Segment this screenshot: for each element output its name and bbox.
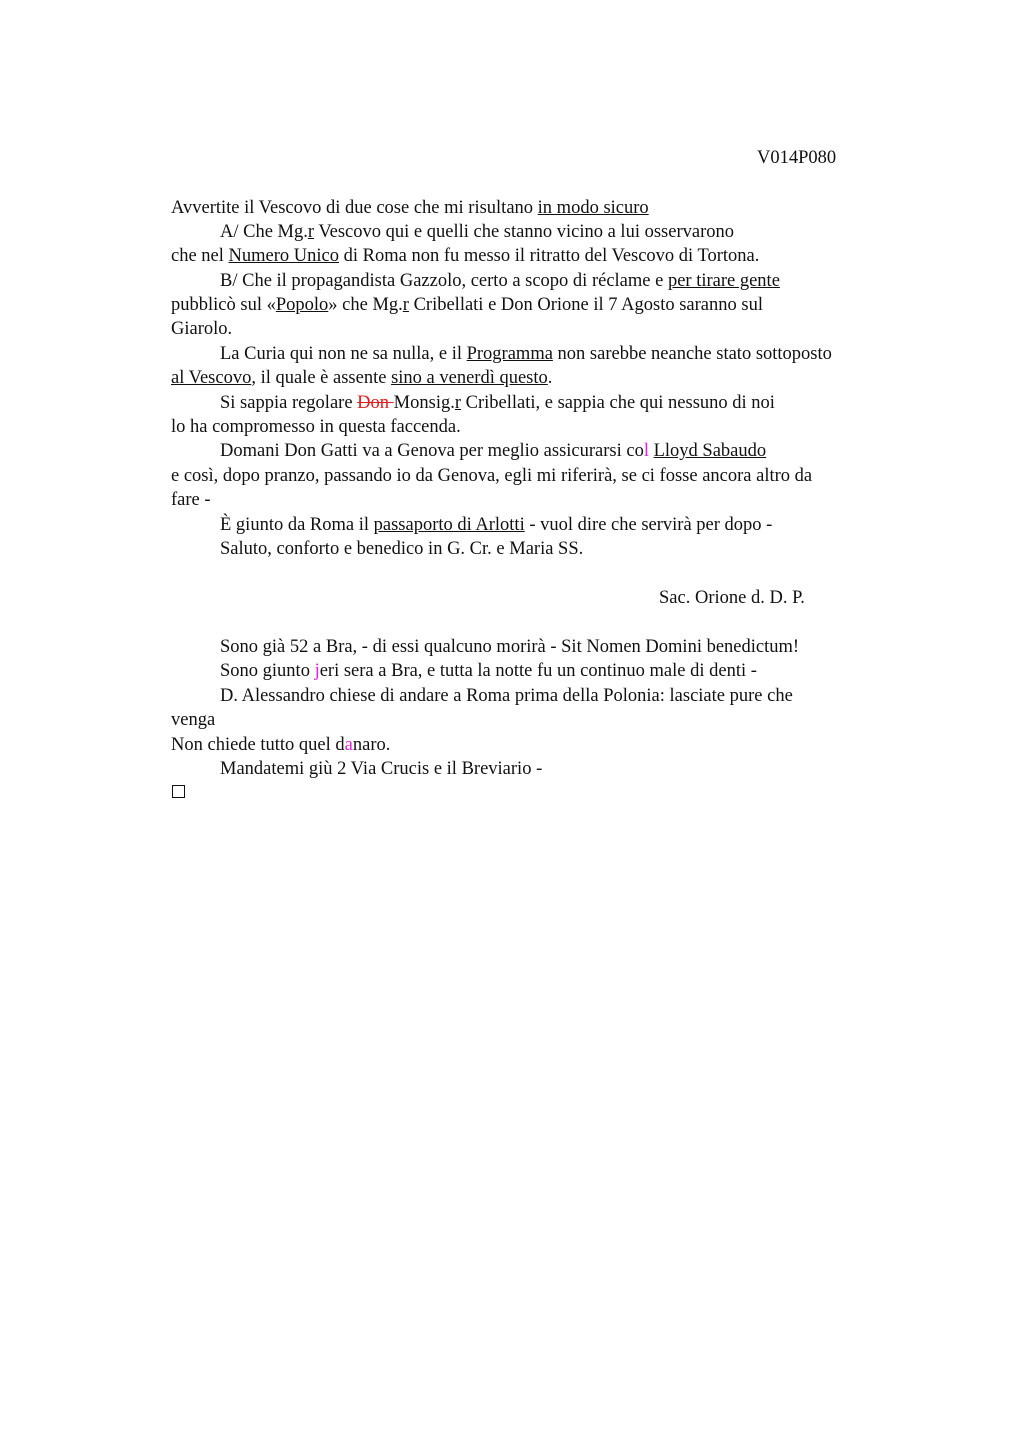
postscript-line-5 xyxy=(171,733,390,757)
text-line-14 xyxy=(220,513,772,537)
text: Domani Don Gatti va a Genova per meglio assicurarsi co xyxy=(220,441,644,461)
text: Si sappia regolare xyxy=(220,393,358,413)
text: lo ha compromesso in questa faccenda. xyxy=(171,417,461,437)
postscript-line-2 xyxy=(220,659,757,683)
text: » che Mg. xyxy=(328,295,403,315)
text: di Roma non fu messo il ritratto del Vescovo di Tortona. xyxy=(339,246,760,266)
text: non sarebbe neanche stato sottoposto xyxy=(552,344,832,364)
text-line-4 xyxy=(220,269,780,293)
underlined-text: r xyxy=(454,393,462,413)
text-line-11 xyxy=(220,439,766,463)
text: Cribellati, e sappia che qui nessuno di noi xyxy=(461,393,775,413)
text-line-3 xyxy=(171,244,759,268)
text-line-9 xyxy=(220,391,775,415)
underlined-text: passaporto di Arlotti xyxy=(373,515,525,535)
text: venga xyxy=(171,710,216,730)
text: e così, dopo pranzo, passando io da Genova, egli mi riferirà, se ci fosse ancora altro da xyxy=(171,466,813,486)
text: La Curia qui non ne sa nulla, e il xyxy=(220,344,467,364)
text-line-10 xyxy=(171,415,461,439)
underlined-text: Lloyd Sabaudo xyxy=(653,441,767,461)
text: fare - xyxy=(171,490,211,510)
underlined-text: r xyxy=(307,222,315,242)
text-line-7 xyxy=(220,342,832,366)
text: Vescovo qui e quelli che stanno vicino a lui osservarono xyxy=(314,222,734,242)
text-line-8 xyxy=(171,366,552,390)
text: Non chiede tutto quel d xyxy=(171,735,345,755)
text: A/ Che Mg. xyxy=(220,222,308,242)
signature: Sac. Orione d. D. P. xyxy=(659,588,805,608)
text-line-5 xyxy=(171,293,763,317)
text-line-6 xyxy=(171,317,232,341)
underlined-text: Numero Unico xyxy=(228,246,339,266)
text: naro. xyxy=(352,735,391,755)
text: Sono giunto xyxy=(220,661,315,681)
text-line-12 xyxy=(171,464,812,488)
underlined-text: Popolo xyxy=(275,295,329,315)
text: . xyxy=(547,368,553,388)
inserted-text: l xyxy=(643,441,649,461)
text: Saluto, conforto e benedico in G. Cr. e Maria SS. xyxy=(220,539,584,559)
text: Giarolo. xyxy=(171,319,233,339)
text: eri sera a Bra, e tutta la notte fu un continuo male di denti - xyxy=(319,661,757,681)
text: che nel xyxy=(171,246,229,266)
text: Sono già 52 a Bra, - di essi qualcuno morirà - Sit Nomen Domini benedictum! xyxy=(220,637,800,657)
underlined-text: r xyxy=(402,295,409,315)
text: B/ Che il propagandista Gazzolo, certo a scopo di réclame e xyxy=(220,271,668,291)
text: Mandatemi giù 2 Via Crucis e il Breviario - xyxy=(220,759,543,779)
text: Cribellati e Don Orione il 7 Agosto saranno sul xyxy=(408,295,763,315)
text: Monsig. xyxy=(393,393,455,413)
underlined-text: sino a venerdì questo xyxy=(391,368,548,388)
underlined-text: al Vescovo xyxy=(171,368,252,388)
postscript-line-3 xyxy=(220,684,793,708)
text: , il quale è assente xyxy=(251,368,392,388)
text: D. Alessandro chiese di andare a Roma prima della Polonia: lasciate pure che xyxy=(220,686,793,706)
deleted-text: Don xyxy=(357,393,394,413)
text: È giunto da Roma il xyxy=(220,515,374,535)
text: pubblicò sul « xyxy=(171,295,276,315)
text: - vuol dire che servirà per dopo - xyxy=(524,515,773,535)
postscript-line-6 xyxy=(220,757,542,781)
postscript-line-4 xyxy=(171,708,215,732)
document-code: V014P080 xyxy=(757,148,837,168)
underlined-text: per tirare gente xyxy=(667,271,780,291)
text-line-15 xyxy=(220,537,583,561)
underlined-text: Programma xyxy=(466,344,553,364)
text-line-2 xyxy=(220,220,734,244)
text: Avvertite il Vescovo di due cose che mi risultano xyxy=(171,198,538,218)
text-line-13 xyxy=(171,488,211,512)
text-line-1 xyxy=(171,196,649,220)
inserted-text: a xyxy=(344,735,353,755)
postscript-line-1 xyxy=(220,635,799,659)
underlined-text: in modo sicuro xyxy=(537,198,649,218)
inserted-text: j xyxy=(314,661,320,681)
checkbox-square-icon xyxy=(172,785,185,798)
